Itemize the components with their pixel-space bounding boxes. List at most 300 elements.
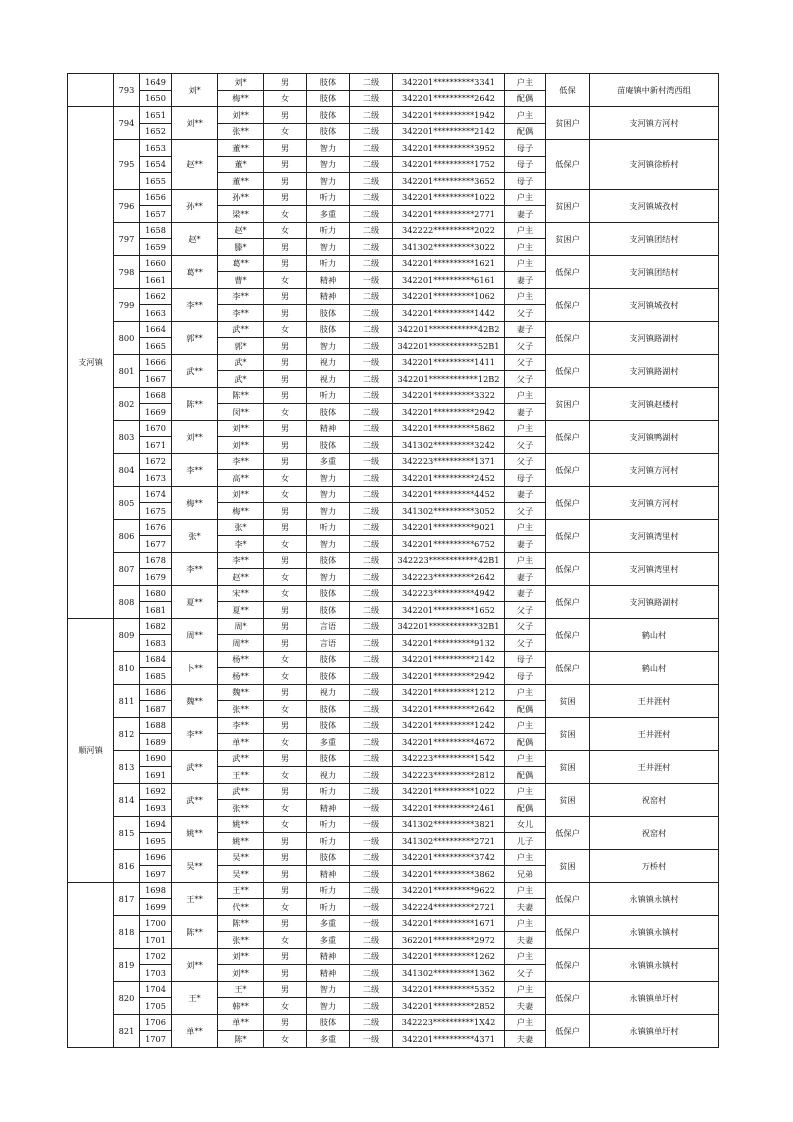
gender-cell: 女 bbox=[264, 272, 307, 289]
relation-cell: 父子 bbox=[505, 354, 546, 371]
seq-cell: 1669 bbox=[140, 404, 172, 421]
member-name-cell: 杨** bbox=[218, 651, 264, 668]
head-name-cell: 刘** bbox=[172, 107, 218, 140]
seq-cell: 1688 bbox=[140, 717, 172, 734]
disability-level-cell: 二级 bbox=[350, 189, 393, 206]
relation-cell: 兄弟 bbox=[505, 866, 546, 883]
address-cell: 支河镇路湖村 bbox=[590, 585, 719, 618]
disability-level-cell: 二级 bbox=[350, 305, 393, 322]
gender-cell: 男 bbox=[264, 684, 307, 701]
relation-cell: 户主 bbox=[505, 420, 546, 437]
disability-level-cell: 二级 bbox=[350, 602, 393, 619]
id-number-cell: 342201**********1022 bbox=[393, 783, 505, 800]
category-cell: 低保户 bbox=[546, 981, 590, 1014]
seq-cell: 1685 bbox=[140, 668, 172, 685]
seq-cell: 1662 bbox=[140, 288, 172, 305]
head-name-cell: 夏** bbox=[172, 585, 218, 618]
seq-cell: 1665 bbox=[140, 338, 172, 355]
household-no-cell: 808 bbox=[114, 585, 140, 618]
relation-cell: 户主 bbox=[505, 189, 546, 206]
disability-type-cell: 精神 bbox=[307, 420, 350, 437]
member-name-cell: 周* bbox=[218, 618, 264, 635]
relation-cell: 夫妻 bbox=[505, 1031, 546, 1048]
gender-cell: 男 bbox=[264, 717, 307, 734]
household-no-cell: 809 bbox=[114, 618, 140, 651]
id-number-cell: 342223**********4942 bbox=[393, 585, 505, 602]
household-no-cell: 812 bbox=[114, 717, 140, 750]
id-number-cell: 362201**********2972 bbox=[393, 932, 505, 949]
household-no-cell: 803 bbox=[114, 420, 140, 453]
disability-level-cell: 二级 bbox=[350, 140, 393, 157]
gender-cell: 女 bbox=[264, 585, 307, 602]
member-name-cell: 武** bbox=[218, 750, 264, 767]
member-name-cell: 陈** bbox=[218, 387, 264, 404]
category-cell: 低保户 bbox=[546, 618, 590, 651]
member-name-cell: 闵** bbox=[218, 404, 264, 421]
seq-cell: 1668 bbox=[140, 387, 172, 404]
head-name-cell: 刘** bbox=[172, 420, 218, 453]
id-number-cell: 342201**********1652 bbox=[393, 602, 505, 619]
seq-cell: 1677 bbox=[140, 536, 172, 553]
id-number-cell: 342223**********2642 bbox=[393, 569, 505, 586]
relation-cell: 户主 bbox=[505, 849, 546, 866]
member-name-cell: 李** bbox=[218, 552, 264, 569]
id-number-cell: 342201**********2461 bbox=[393, 800, 505, 817]
member-name-cell: 李** bbox=[218, 453, 264, 470]
disability-type-cell: 肢体 bbox=[307, 90, 350, 107]
head-name-cell: 武** bbox=[172, 783, 218, 816]
relation-cell: 母子 bbox=[505, 140, 546, 157]
head-name-cell: 姚** bbox=[172, 816, 218, 849]
gender-cell: 男 bbox=[264, 618, 307, 635]
disability-type-cell: 肢体 bbox=[307, 552, 350, 569]
address-cell: 支河镇团结村 bbox=[590, 255, 719, 288]
member-name-cell: 吴** bbox=[218, 849, 264, 866]
seq-cell: 1653 bbox=[140, 140, 172, 157]
gender-cell: 男 bbox=[264, 239, 307, 256]
id-number-cell: 342201**********1671 bbox=[393, 915, 505, 932]
table-row bbox=[68, 288, 719, 305]
household-no-cell: 813 bbox=[114, 750, 140, 783]
relation-cell: 妻子 bbox=[505, 206, 546, 223]
id-number-cell: 342201************12B2 bbox=[393, 371, 505, 388]
disability-type-cell: 肢体 bbox=[307, 602, 350, 619]
disability-type-cell: 肢体 bbox=[307, 123, 350, 140]
seq-cell: 1672 bbox=[140, 453, 172, 470]
id-number-cell: 342201**********4371 bbox=[393, 1031, 505, 1048]
id-number-cell: 342201**********1411 bbox=[393, 354, 505, 371]
head-name-cell: 李** bbox=[172, 453, 218, 486]
member-name-cell: 李** bbox=[218, 288, 264, 305]
category-cell: 低保户 bbox=[546, 321, 590, 354]
gender-cell: 男 bbox=[264, 387, 307, 404]
category-cell: 低保户 bbox=[546, 816, 590, 849]
member-name-cell: 赵* bbox=[218, 222, 264, 239]
head-name-cell: 张* bbox=[172, 519, 218, 552]
household-no-cell: 794 bbox=[114, 107, 140, 140]
member-name-cell: 刘** bbox=[218, 965, 264, 982]
address-cell: 王井涯村 bbox=[590, 717, 719, 750]
relation-cell: 户主 bbox=[505, 981, 546, 998]
seq-cell: 1683 bbox=[140, 635, 172, 652]
disability-level-cell: 二级 bbox=[350, 767, 393, 784]
address-cell: 支河镇城孜村 bbox=[590, 189, 719, 222]
address-cell: 支河镇徐桥村 bbox=[590, 140, 719, 190]
address-cell: 支河镇城孜村 bbox=[590, 288, 719, 321]
relation-cell: 母子 bbox=[505, 651, 546, 668]
disability-type-cell: 听力 bbox=[307, 882, 350, 899]
disability-type-cell: 智力 bbox=[307, 140, 350, 157]
id-number-cell: 342223************42B1 bbox=[393, 552, 505, 569]
relation-cell: 户主 bbox=[505, 783, 546, 800]
seq-cell: 1697 bbox=[140, 866, 172, 883]
town-cell bbox=[68, 74, 114, 107]
disability-level-cell: 二级 bbox=[350, 552, 393, 569]
table-row bbox=[68, 915, 719, 932]
member-name-cell: 单** bbox=[218, 734, 264, 751]
gender-cell: 男 bbox=[264, 420, 307, 437]
disability-type-cell: 肢体 bbox=[307, 651, 350, 668]
seq-cell: 1676 bbox=[140, 519, 172, 536]
gender-cell: 女 bbox=[264, 800, 307, 817]
disability-type-cell: 听力 bbox=[307, 783, 350, 800]
relation-cell: 父子 bbox=[505, 635, 546, 652]
gender-cell: 男 bbox=[264, 981, 307, 998]
member-name-cell: 张** bbox=[218, 932, 264, 949]
address-cell: 永镇镇永镇村 bbox=[590, 882, 719, 915]
relation-cell: 户主 bbox=[505, 717, 546, 734]
member-name-cell: 武* bbox=[218, 354, 264, 371]
category-cell: 低保户 bbox=[546, 651, 590, 684]
disability-level-cell: 一级 bbox=[350, 800, 393, 817]
head-name-cell: 刘** bbox=[172, 948, 218, 981]
disability-type-cell: 听力 bbox=[307, 519, 350, 536]
gender-cell: 男 bbox=[264, 453, 307, 470]
relation-cell: 户主 bbox=[505, 915, 546, 932]
gender-cell: 女 bbox=[264, 816, 307, 833]
relation-cell: 父子 bbox=[505, 437, 546, 454]
id-number-cell: 342201**********1022 bbox=[393, 189, 505, 206]
category-cell: 贫困 bbox=[546, 684, 590, 717]
seq-cell: 1650 bbox=[140, 90, 172, 107]
seq-cell: 1691 bbox=[140, 767, 172, 784]
member-name-cell: 武** bbox=[218, 783, 264, 800]
member-name-cell: 杨** bbox=[218, 668, 264, 685]
disability-level-cell: 二级 bbox=[350, 717, 393, 734]
member-name-cell: 单** bbox=[218, 1014, 264, 1031]
gender-cell: 男 bbox=[264, 635, 307, 652]
member-name-cell: 吴** bbox=[218, 866, 264, 883]
disability-level-cell: 二级 bbox=[350, 651, 393, 668]
seq-cell: 1686 bbox=[140, 684, 172, 701]
head-name-cell: 李** bbox=[172, 288, 218, 321]
disability-type-cell: 听力 bbox=[307, 816, 350, 833]
relation-cell: 父子 bbox=[505, 602, 546, 619]
household-no-cell: 804 bbox=[114, 453, 140, 486]
disability-type-cell: 肢体 bbox=[307, 1014, 350, 1031]
gender-cell: 女 bbox=[264, 321, 307, 338]
disability-type-cell: 精神 bbox=[307, 965, 350, 982]
member-name-cell: 张** bbox=[218, 701, 264, 718]
disability-level-cell: 二级 bbox=[350, 932, 393, 949]
disability-type-cell: 听力 bbox=[307, 189, 350, 206]
head-name-cell: 赵** bbox=[172, 140, 218, 190]
id-number-cell: 342201**********1212 bbox=[393, 684, 505, 701]
member-name-cell: 李* bbox=[218, 536, 264, 553]
member-name-cell: 王** bbox=[218, 767, 264, 784]
category-cell: 低保户 bbox=[546, 519, 590, 552]
table-row bbox=[68, 651, 719, 668]
id-number-cell: 341302**********1362 bbox=[393, 965, 505, 982]
disability-level-cell: 二级 bbox=[350, 387, 393, 404]
id-number-cell: 342201**********2771 bbox=[393, 206, 505, 223]
disability-level-cell: 二级 bbox=[350, 503, 393, 520]
category-cell: 低保户 bbox=[546, 420, 590, 453]
disability-level-cell: 二级 bbox=[350, 371, 393, 388]
disability-type-cell: 肢体 bbox=[307, 107, 350, 124]
relation-cell: 妻子 bbox=[505, 321, 546, 338]
household-no-cell: 817 bbox=[114, 882, 140, 915]
seq-cell: 1654 bbox=[140, 156, 172, 173]
disability-level-cell: 二级 bbox=[350, 981, 393, 998]
head-name-cell: 王* bbox=[172, 981, 218, 1014]
household-no-cell: 810 bbox=[114, 651, 140, 684]
relation-cell: 户主 bbox=[505, 552, 546, 569]
member-name-cell: 刘** bbox=[218, 107, 264, 124]
head-name-cell: 刘* bbox=[172, 74, 218, 107]
disability-level-cell: 一级 bbox=[350, 272, 393, 289]
head-name-cell: 单** bbox=[172, 1014, 218, 1047]
gender-cell: 男 bbox=[264, 1014, 307, 1031]
relation-cell: 户主 bbox=[505, 1014, 546, 1031]
head-name-cell: 李** bbox=[172, 552, 218, 585]
member-name-cell: 刘** bbox=[218, 948, 264, 965]
head-name-cell: 武** bbox=[172, 354, 218, 387]
member-name-cell: 滕* bbox=[218, 239, 264, 256]
gender-cell: 女 bbox=[264, 651, 307, 668]
id-number-cell: 342222**********2022 bbox=[393, 222, 505, 239]
category-cell: 低保户 bbox=[546, 882, 590, 915]
relation-cell: 配偶 bbox=[505, 90, 546, 107]
member-name-cell: 刘** bbox=[218, 437, 264, 454]
relation-cell: 户主 bbox=[505, 519, 546, 536]
disability-level-cell: 二级 bbox=[350, 90, 393, 107]
member-name-cell: 姚** bbox=[218, 816, 264, 833]
disability-type-cell: 智力 bbox=[307, 981, 350, 998]
id-number-cell: 342201**********3862 bbox=[393, 866, 505, 883]
disability-type-cell: 智力 bbox=[307, 486, 350, 503]
gender-cell: 男 bbox=[264, 849, 307, 866]
gender-cell: 女 bbox=[264, 1031, 307, 1048]
member-name-cell: 陈** bbox=[218, 915, 264, 932]
address-cell: 王井涯村 bbox=[590, 684, 719, 717]
gender-cell: 男 bbox=[264, 783, 307, 800]
table-row bbox=[68, 816, 719, 833]
disability-type-cell: 智力 bbox=[307, 569, 350, 586]
id-number-cell: 342201**********1262 bbox=[393, 948, 505, 965]
member-name-cell: 陈* bbox=[218, 1031, 264, 1048]
table-row bbox=[68, 255, 719, 272]
id-number-cell: 342201**********2642 bbox=[393, 90, 505, 107]
gender-cell: 女 bbox=[264, 767, 307, 784]
category-cell: 低保户 bbox=[546, 915, 590, 948]
id-number-cell: 342201**********3322 bbox=[393, 387, 505, 404]
seq-cell: 1655 bbox=[140, 173, 172, 190]
category-cell: 贫困 bbox=[546, 717, 590, 750]
household-no-cell: 814 bbox=[114, 783, 140, 816]
category-cell: 低保户 bbox=[546, 140, 590, 190]
address-cell: 支河镇路湖村 bbox=[590, 354, 719, 387]
id-number-cell: 342201**********6161 bbox=[393, 272, 505, 289]
id-number-cell: 342201**********1752 bbox=[393, 156, 505, 173]
relation-cell: 妻子 bbox=[505, 272, 546, 289]
table-row bbox=[68, 717, 719, 734]
id-number-cell: 342201************52B1 bbox=[393, 338, 505, 355]
head-name-cell: 魏** bbox=[172, 684, 218, 717]
member-name-cell: 李** bbox=[218, 717, 264, 734]
seq-cell: 1673 bbox=[140, 470, 172, 487]
id-number-cell: 342223**********2812 bbox=[393, 767, 505, 784]
id-number-cell: 342201**********3341 bbox=[393, 74, 505, 91]
id-number-cell: 342201**********3952 bbox=[393, 140, 505, 157]
gender-cell: 女 bbox=[264, 222, 307, 239]
id-number-cell: 342201**********2942 bbox=[393, 668, 505, 685]
disability-level-cell: 二级 bbox=[350, 420, 393, 437]
table-body bbox=[68, 74, 719, 1048]
disability-type-cell: 多重 bbox=[307, 915, 350, 932]
id-number-cell: 342201**********6752 bbox=[393, 536, 505, 553]
head-name-cell: 陈** bbox=[172, 387, 218, 420]
disability-level-cell: 二级 bbox=[350, 288, 393, 305]
seq-cell: 1684 bbox=[140, 651, 172, 668]
seq-cell: 1656 bbox=[140, 189, 172, 206]
category-cell: 贫困户 bbox=[546, 222, 590, 255]
address-cell: 支河镇团结村 bbox=[590, 222, 719, 255]
gender-cell: 男 bbox=[264, 503, 307, 520]
disability-type-cell: 多重 bbox=[307, 453, 350, 470]
id-number-cell: 342201**********1062 bbox=[393, 288, 505, 305]
seq-cell: 1700 bbox=[140, 915, 172, 932]
disability-level-cell: 二级 bbox=[350, 470, 393, 487]
disability-level-cell: 一级 bbox=[350, 453, 393, 470]
relation-cell: 父子 bbox=[505, 503, 546, 520]
disability-type-cell: 精神 bbox=[307, 866, 350, 883]
gender-cell: 女 bbox=[264, 899, 307, 916]
seq-cell: 1671 bbox=[140, 437, 172, 454]
member-name-cell: 葛** bbox=[218, 255, 264, 272]
household-no-cell: 811 bbox=[114, 684, 140, 717]
relation-cell: 配偶 bbox=[505, 123, 546, 140]
seq-cell: 1664 bbox=[140, 321, 172, 338]
disability-level-cell: 二级 bbox=[350, 783, 393, 800]
table-row bbox=[68, 684, 719, 701]
member-name-cell: 董** bbox=[218, 140, 264, 157]
gender-cell: 男 bbox=[264, 189, 307, 206]
disability-level-cell: 一级 bbox=[350, 899, 393, 916]
relation-cell: 父子 bbox=[505, 453, 546, 470]
id-number-cell: 341302**********3821 bbox=[393, 816, 505, 833]
relation-cell: 妻子 bbox=[505, 486, 546, 503]
category-cell: 贫困 bbox=[546, 849, 590, 882]
address-cell: 王井涯村 bbox=[590, 750, 719, 783]
address-cell: 鹤山村 bbox=[590, 651, 719, 684]
table-row bbox=[68, 519, 719, 536]
member-name-cell: 曹* bbox=[218, 272, 264, 289]
gender-cell: 女 bbox=[264, 668, 307, 685]
member-name-cell: 张** bbox=[218, 123, 264, 140]
id-number-cell: 341302**********3242 bbox=[393, 437, 505, 454]
disability-type-cell: 听力 bbox=[307, 899, 350, 916]
member-name-cell: 刘* bbox=[218, 74, 264, 91]
member-name-cell: 韩** bbox=[218, 998, 264, 1015]
relation-cell: 父子 bbox=[505, 371, 546, 388]
seq-cell: 1659 bbox=[140, 239, 172, 256]
seq-cell: 1675 bbox=[140, 503, 172, 520]
disability-level-cell: 二级 bbox=[350, 701, 393, 718]
household-no-cell: 796 bbox=[114, 189, 140, 222]
relation-cell: 女儿 bbox=[505, 816, 546, 833]
head-name-cell: 周** bbox=[172, 618, 218, 651]
relation-cell: 父子 bbox=[505, 965, 546, 982]
member-name-cell: 武* bbox=[218, 371, 264, 388]
category-cell: 低保户 bbox=[546, 948, 590, 981]
member-name-cell: 高** bbox=[218, 470, 264, 487]
relation-cell: 户主 bbox=[505, 239, 546, 256]
gender-cell: 女 bbox=[264, 470, 307, 487]
town-cell: 支河镇 bbox=[68, 107, 114, 619]
gender-cell: 男 bbox=[264, 519, 307, 536]
table-row bbox=[68, 420, 719, 437]
disability-level-cell: 二级 bbox=[350, 338, 393, 355]
member-name-cell: 梁** bbox=[218, 206, 264, 223]
address-cell: 支河镇方河村 bbox=[590, 453, 719, 486]
gender-cell: 男 bbox=[264, 750, 307, 767]
table-row bbox=[68, 750, 719, 767]
seq-cell: 1658 bbox=[140, 222, 172, 239]
table-row bbox=[68, 74, 719, 91]
category-cell: 低保户 bbox=[546, 585, 590, 618]
relation-cell: 母子 bbox=[505, 156, 546, 173]
disability-level-cell: 二级 bbox=[350, 321, 393, 338]
disability-type-cell: 智力 bbox=[307, 156, 350, 173]
member-name-cell: 刘** bbox=[218, 486, 264, 503]
seq-cell: 1651 bbox=[140, 107, 172, 124]
head-name-cell: 王** bbox=[172, 882, 218, 915]
household-no-cell: 819 bbox=[114, 948, 140, 981]
id-number-cell: 342201**********5352 bbox=[393, 981, 505, 998]
address-cell: 支河镇鸭湖村 bbox=[590, 420, 719, 453]
id-number-cell: 342223**********1X42 bbox=[393, 1014, 505, 1031]
relation-cell: 妻子 bbox=[505, 569, 546, 586]
category-cell: 低保户 bbox=[546, 255, 590, 288]
category-cell: 贫困户 bbox=[546, 189, 590, 222]
head-name-cell: 郭** bbox=[172, 321, 218, 354]
relation-cell: 配偶 bbox=[505, 767, 546, 784]
head-name-cell: 李** bbox=[172, 717, 218, 750]
disability-type-cell: 精神 bbox=[307, 288, 350, 305]
seq-cell: 1696 bbox=[140, 849, 172, 866]
seq-cell: 1661 bbox=[140, 272, 172, 289]
gender-cell: 男 bbox=[264, 173, 307, 190]
member-name-cell: 王* bbox=[218, 981, 264, 998]
gender-cell: 男 bbox=[264, 74, 307, 91]
seq-cell: 1680 bbox=[140, 585, 172, 602]
category-cell: 低保户 bbox=[546, 288, 590, 321]
household-no-cell: 799 bbox=[114, 288, 140, 321]
gender-cell: 女 bbox=[264, 536, 307, 553]
member-name-cell: 梅** bbox=[218, 503, 264, 520]
category-cell: 低保 bbox=[546, 74, 590, 107]
